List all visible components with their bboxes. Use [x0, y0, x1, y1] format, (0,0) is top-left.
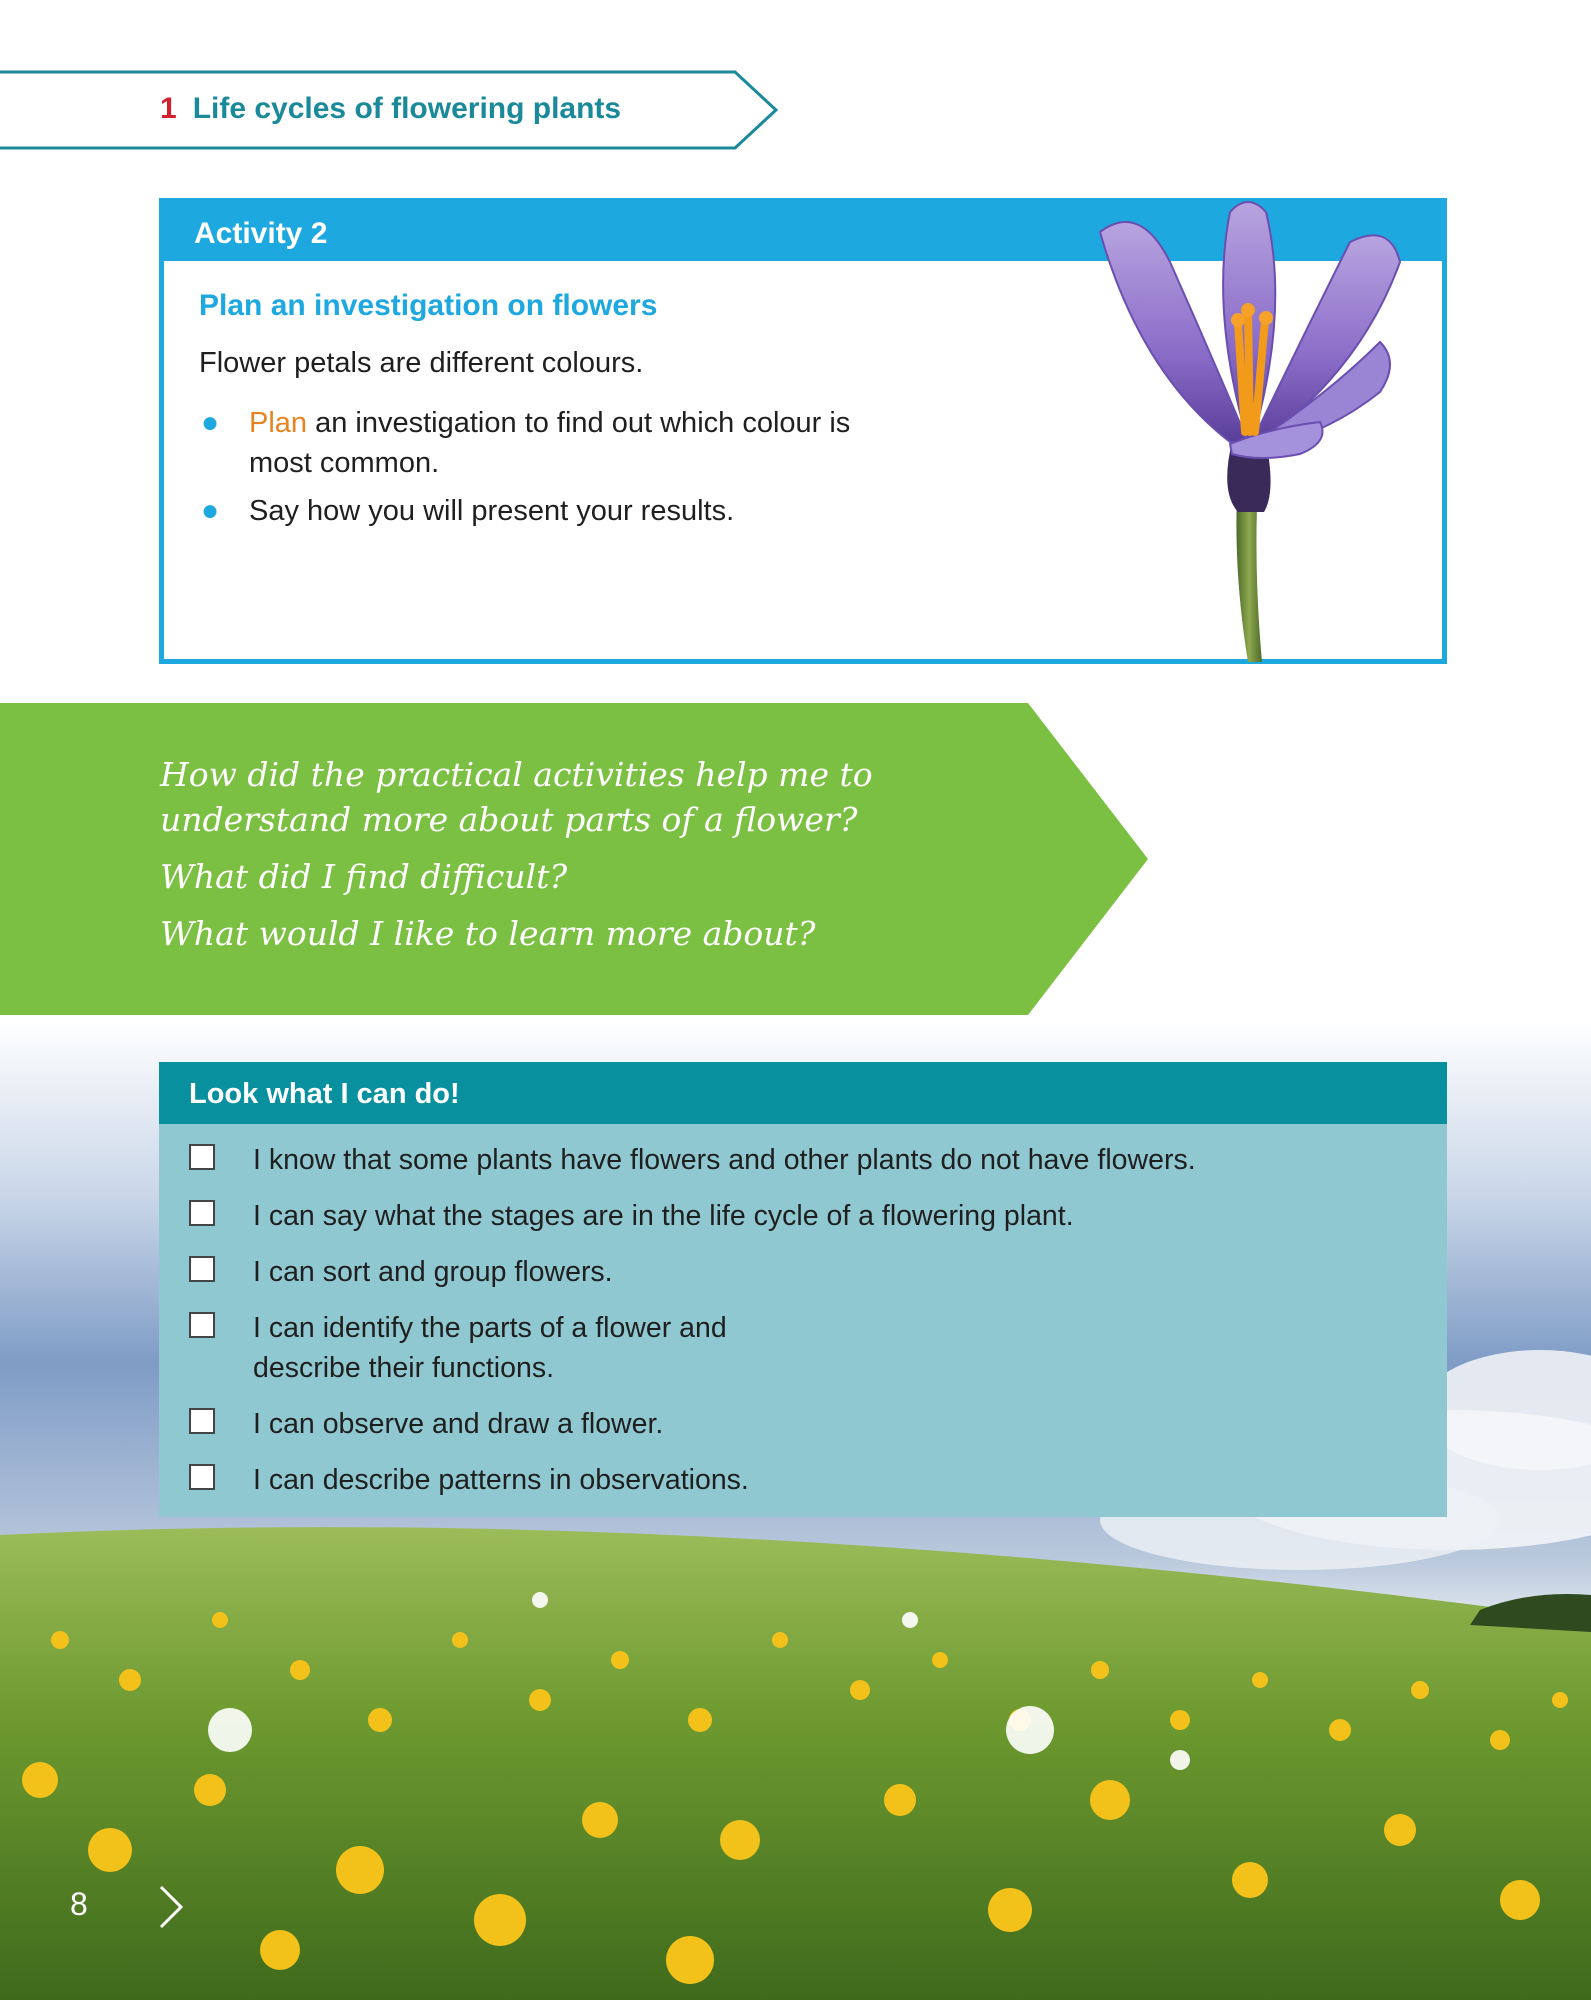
list-item	[199, 403, 919, 483]
checkbox[interactable]	[189, 1200, 215, 1226]
list-item	[189, 1252, 1429, 1292]
chapter-title-text: Life cycles of flowering plants	[192, 92, 622, 125]
checkbox[interactable]	[189, 1464, 215, 1490]
crocus-flower-image	[1080, 192, 1420, 662]
checkbox[interactable]	[189, 1144, 215, 1170]
bullet-icon: ●	[201, 406, 220, 439]
checklist-item-text: I can sort and group flowers.	[253, 1256, 613, 1288]
chevron-right-icon	[156, 1884, 186, 1930]
activity-subtitle: Plan an investigation on flowers	[199, 289, 658, 322]
checklist-item-text: I can observe and draw a flower.	[253, 1408, 664, 1440]
list-item	[189, 1460, 1429, 1500]
chapter-number: 1	[160, 92, 177, 125]
page-number: 8	[70, 1886, 88, 1922]
checkbox[interactable]	[189, 1408, 215, 1434]
checklist-item-text: I can describe patterns in observations.	[253, 1464, 749, 1496]
checklist-item-text: I know that some plants have flowers and other plants do not have flowers.	[253, 1144, 1196, 1176]
chapter-title	[160, 92, 621, 126]
checkbox[interactable]	[189, 1256, 215, 1282]
checklist-panel	[159, 1062, 1447, 1517]
list-item	[189, 1140, 1429, 1180]
reflection-line: What did I find difficult?	[160, 857, 568, 896]
reflection-line: How did the practical activities help me to	[160, 755, 873, 794]
checkbox[interactable]	[189, 1312, 215, 1338]
bullet-text: Say how you will present your results.	[249, 495, 735, 527]
checklist-header	[159, 1062, 1447, 1124]
reflection-line: understand more about parts of a flower?	[160, 800, 858, 839]
list-item	[199, 491, 919, 531]
checklist	[189, 1140, 1429, 1500]
list-item	[189, 1308, 1429, 1388]
checklist-item-text: describe their functions.	[253, 1352, 554, 1384]
keyword: Plan	[249, 407, 308, 439]
activity-intro: Flower petals are different colours.	[199, 347, 644, 379]
bullet-icon: ●	[201, 494, 220, 527]
activity-bullet-list	[199, 403, 919, 539]
activity-title: Activity 2	[194, 217, 328, 250]
reflection-line: What would I like to learn more about?	[160, 914, 816, 953]
checklist-item-text: I can say what the stages are in the life cycle of a flowering plant.	[253, 1200, 1074, 1232]
list-item	[189, 1196, 1429, 1236]
bullet-text: an investigation to find out which colour is most common.	[249, 407, 851, 479]
list-item	[189, 1404, 1429, 1444]
checklist-title: Look what I can do!	[189, 1078, 460, 1110]
reflection-questions	[160, 752, 1060, 956]
checklist-item-text: I can identify the parts of a flower and	[253, 1312, 727, 1344]
